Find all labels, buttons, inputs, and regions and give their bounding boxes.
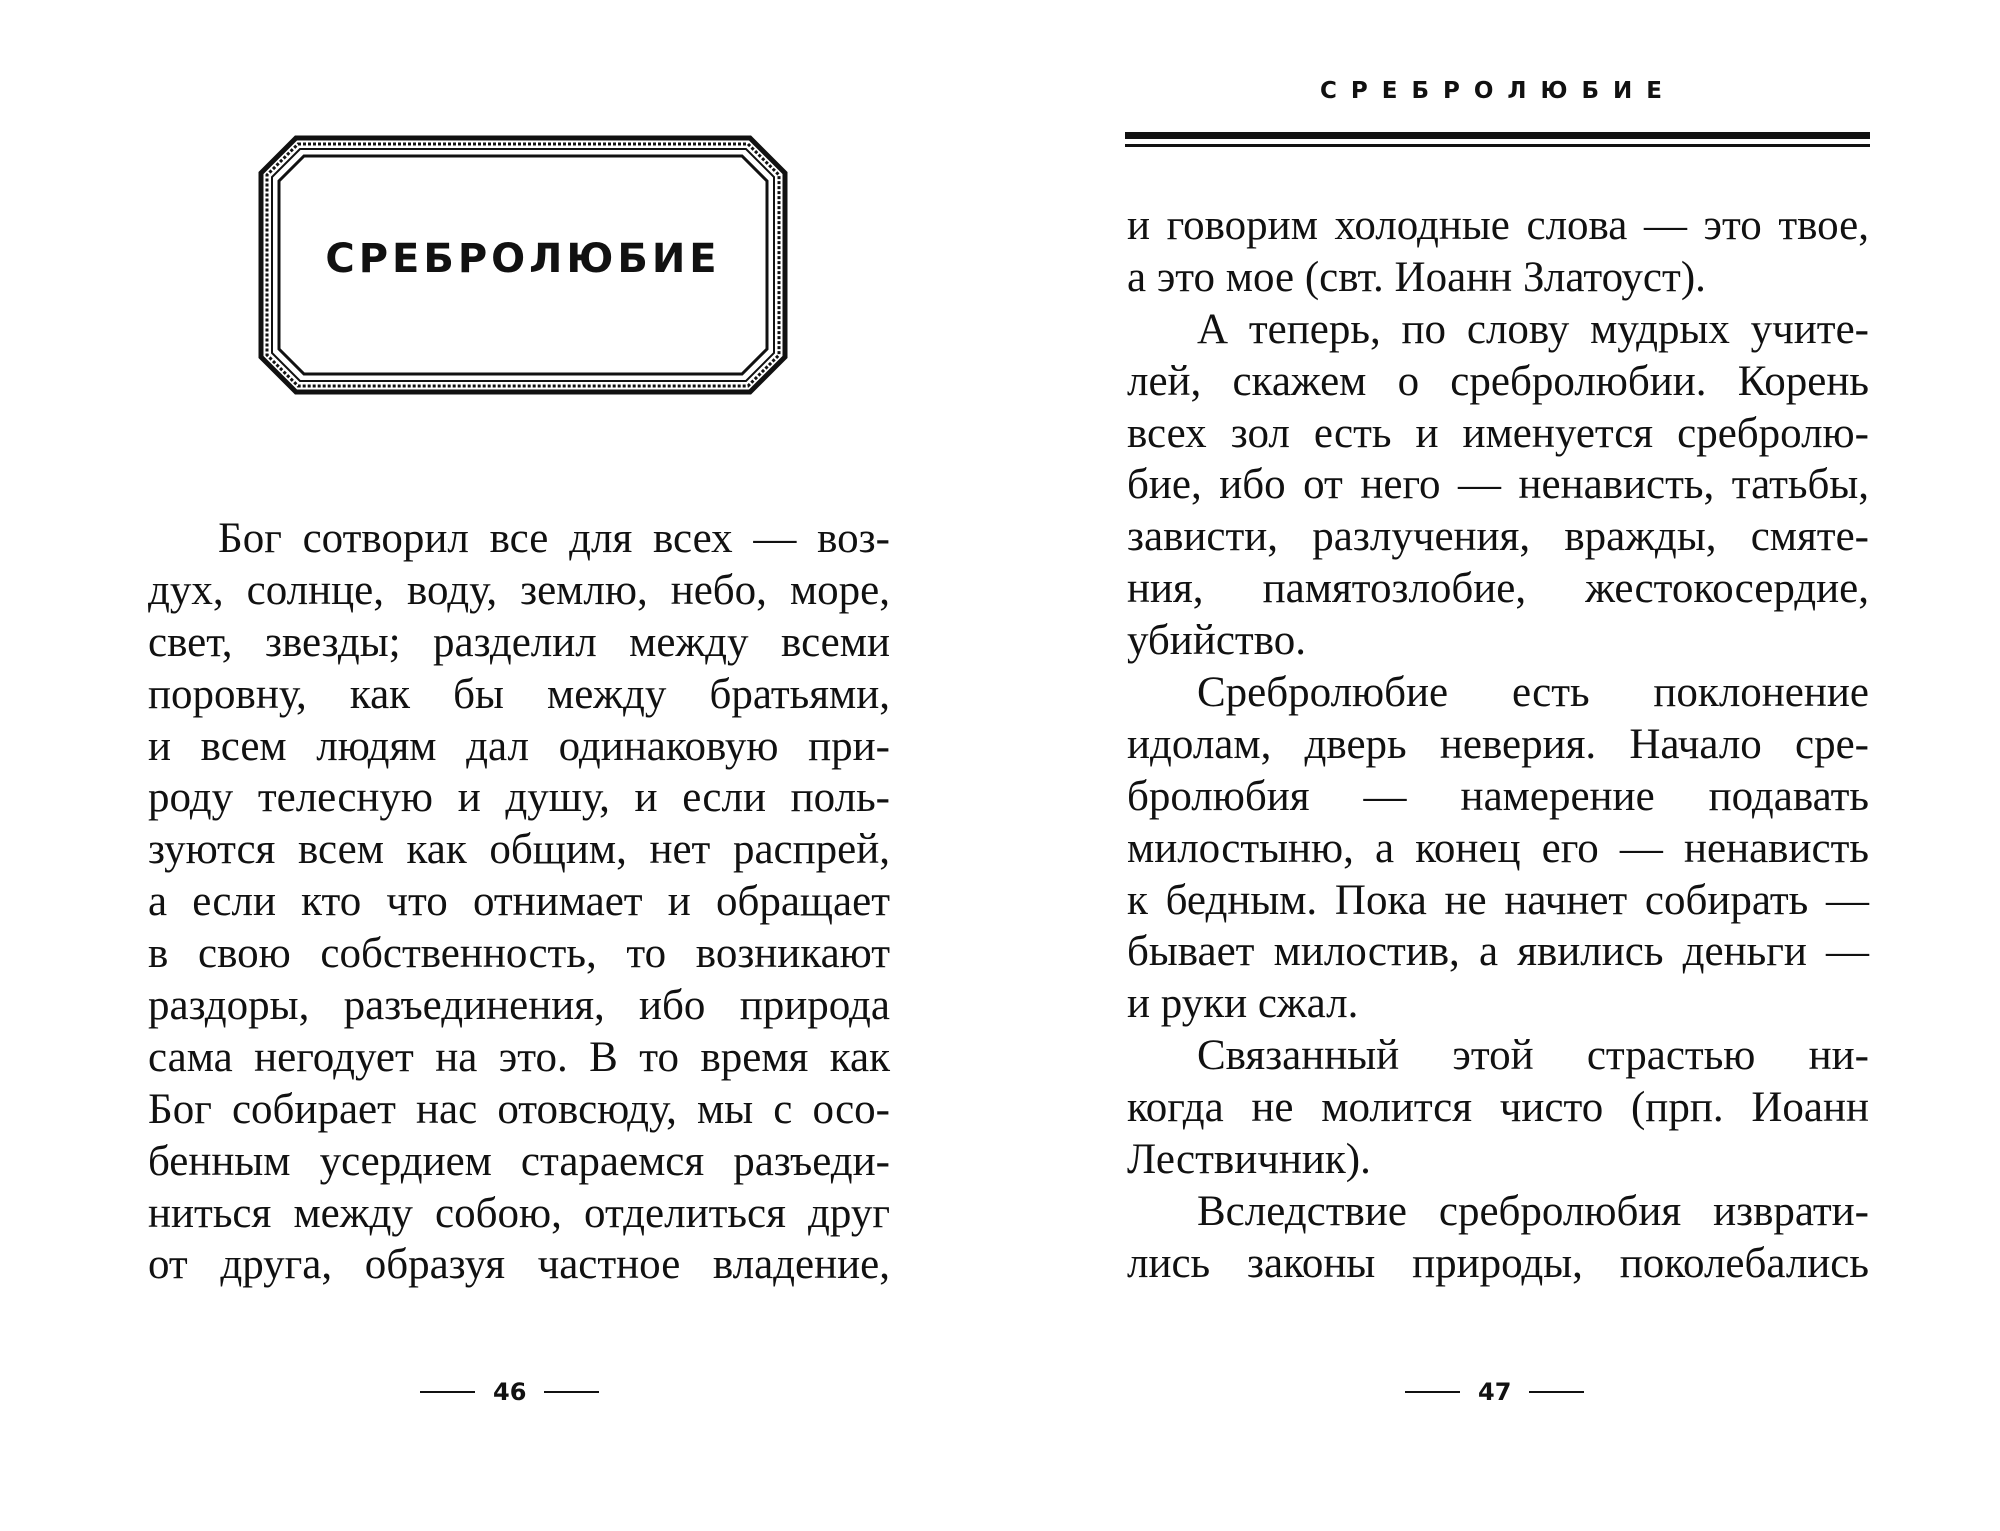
text-line: и всем людям дал одинаковую при- (148, 722, 890, 770)
text-line: милостыню, а конец его — ненависть (1127, 824, 1869, 872)
text-line: Связанный этой страстью ни- (1197, 1032, 1869, 1080)
running-head: СРЕБРОЛЮБИЕ (1320, 78, 1676, 104)
chapter-title-frame (258, 135, 788, 395)
right-page (1000, 0, 2000, 1531)
text-line: Вследствие сребролюбия изврати- (1197, 1187, 1869, 1235)
text-line: Бог сотворил все для всех — воз- (218, 515, 890, 562)
page-number (420, 1378, 599, 1406)
chapter-title: СРЕБРОЛЮБИЕ (325, 236, 721, 282)
text-line: от друга, образуя частное владение, (148, 1241, 890, 1289)
text-line: когда не молится чисто (прп. Иоанн (1127, 1084, 1869, 1132)
text-line: роду телесную и душу, и если поль- (148, 774, 890, 822)
text-line: всех зол есть и именуется сребролю- (1127, 409, 1869, 457)
text-line: сама негодует на это. В то время как (148, 1033, 890, 1081)
text-line: и руки сжал. (1127, 980, 1359, 1028)
page-number-value: 47 (1478, 1378, 1512, 1406)
text-line: Лествичник). (1127, 1136, 1371, 1184)
text-line: убийство. (1127, 617, 1306, 665)
text-line: Сребролюбие есть поклонение (1197, 669, 1869, 717)
text-line: а это мое (свт. Иоанн Златоуст). (1127, 253, 1706, 301)
text-line: бенным усердием стараемся разъеди- (148, 1137, 890, 1185)
text-line: а если кто что отнимает и обращает (148, 878, 890, 926)
text-line: поровну, как бы между братьями, (148, 670, 890, 718)
header-rule-thin (1125, 144, 1870, 147)
folio-dash (1529, 1391, 1584, 1393)
text-line: бролюбия — намерение подавать (1127, 772, 1869, 820)
left-page-body-text (148, 513, 890, 1291)
folio-dash (544, 1391, 599, 1393)
folio-dash (1405, 1391, 1460, 1393)
text-line: зависти, разлучения, вражды, смяте- (1127, 513, 1869, 561)
text-line: в свою собственность, то возникают (148, 930, 890, 978)
page-number (1405, 1378, 1584, 1406)
text-line: дух, солнце, воду, землю, небо, море, (148, 566, 890, 614)
text-line: к бедным. Пока не начнет собирать — (1127, 876, 1869, 924)
text-line: лей, скажем о сребролюбии. Корень (1127, 357, 1869, 405)
page-number-value: 46 (493, 1378, 527, 1406)
text-line: бие, ибо от него — ненависть, татьбы, (1127, 461, 1869, 509)
text-line: зуются всем как общим, нет распрей, (148, 826, 890, 874)
header-rule-thick (1125, 132, 1870, 139)
right-page-body-text (1127, 200, 1869, 1290)
text-line: бывает милостив, а явились деньги — (1127, 928, 1869, 976)
text-line: А теперь, по слову мудрых учите- (1197, 305, 1869, 353)
text-line: свет, звезды; разделил между всеми (148, 618, 890, 666)
text-line: и говорим холодные слова — это твое, (1127, 202, 1869, 249)
text-line: ния, памятозлобие, жестокосердие, (1127, 565, 1869, 613)
text-line: лись законы природы, поколебались (1127, 1239, 1869, 1287)
folio-dash (420, 1391, 475, 1393)
text-line: идолам, дверь неверия. Начало сре- (1127, 720, 1869, 768)
text-line: ниться между собою, отделиться друг (148, 1189, 890, 1237)
text-line: Бог собирает нас отовсюду, мы с осо- (148, 1085, 890, 1133)
text-line: раздоры, разъединения, ибо природа (148, 982, 890, 1030)
